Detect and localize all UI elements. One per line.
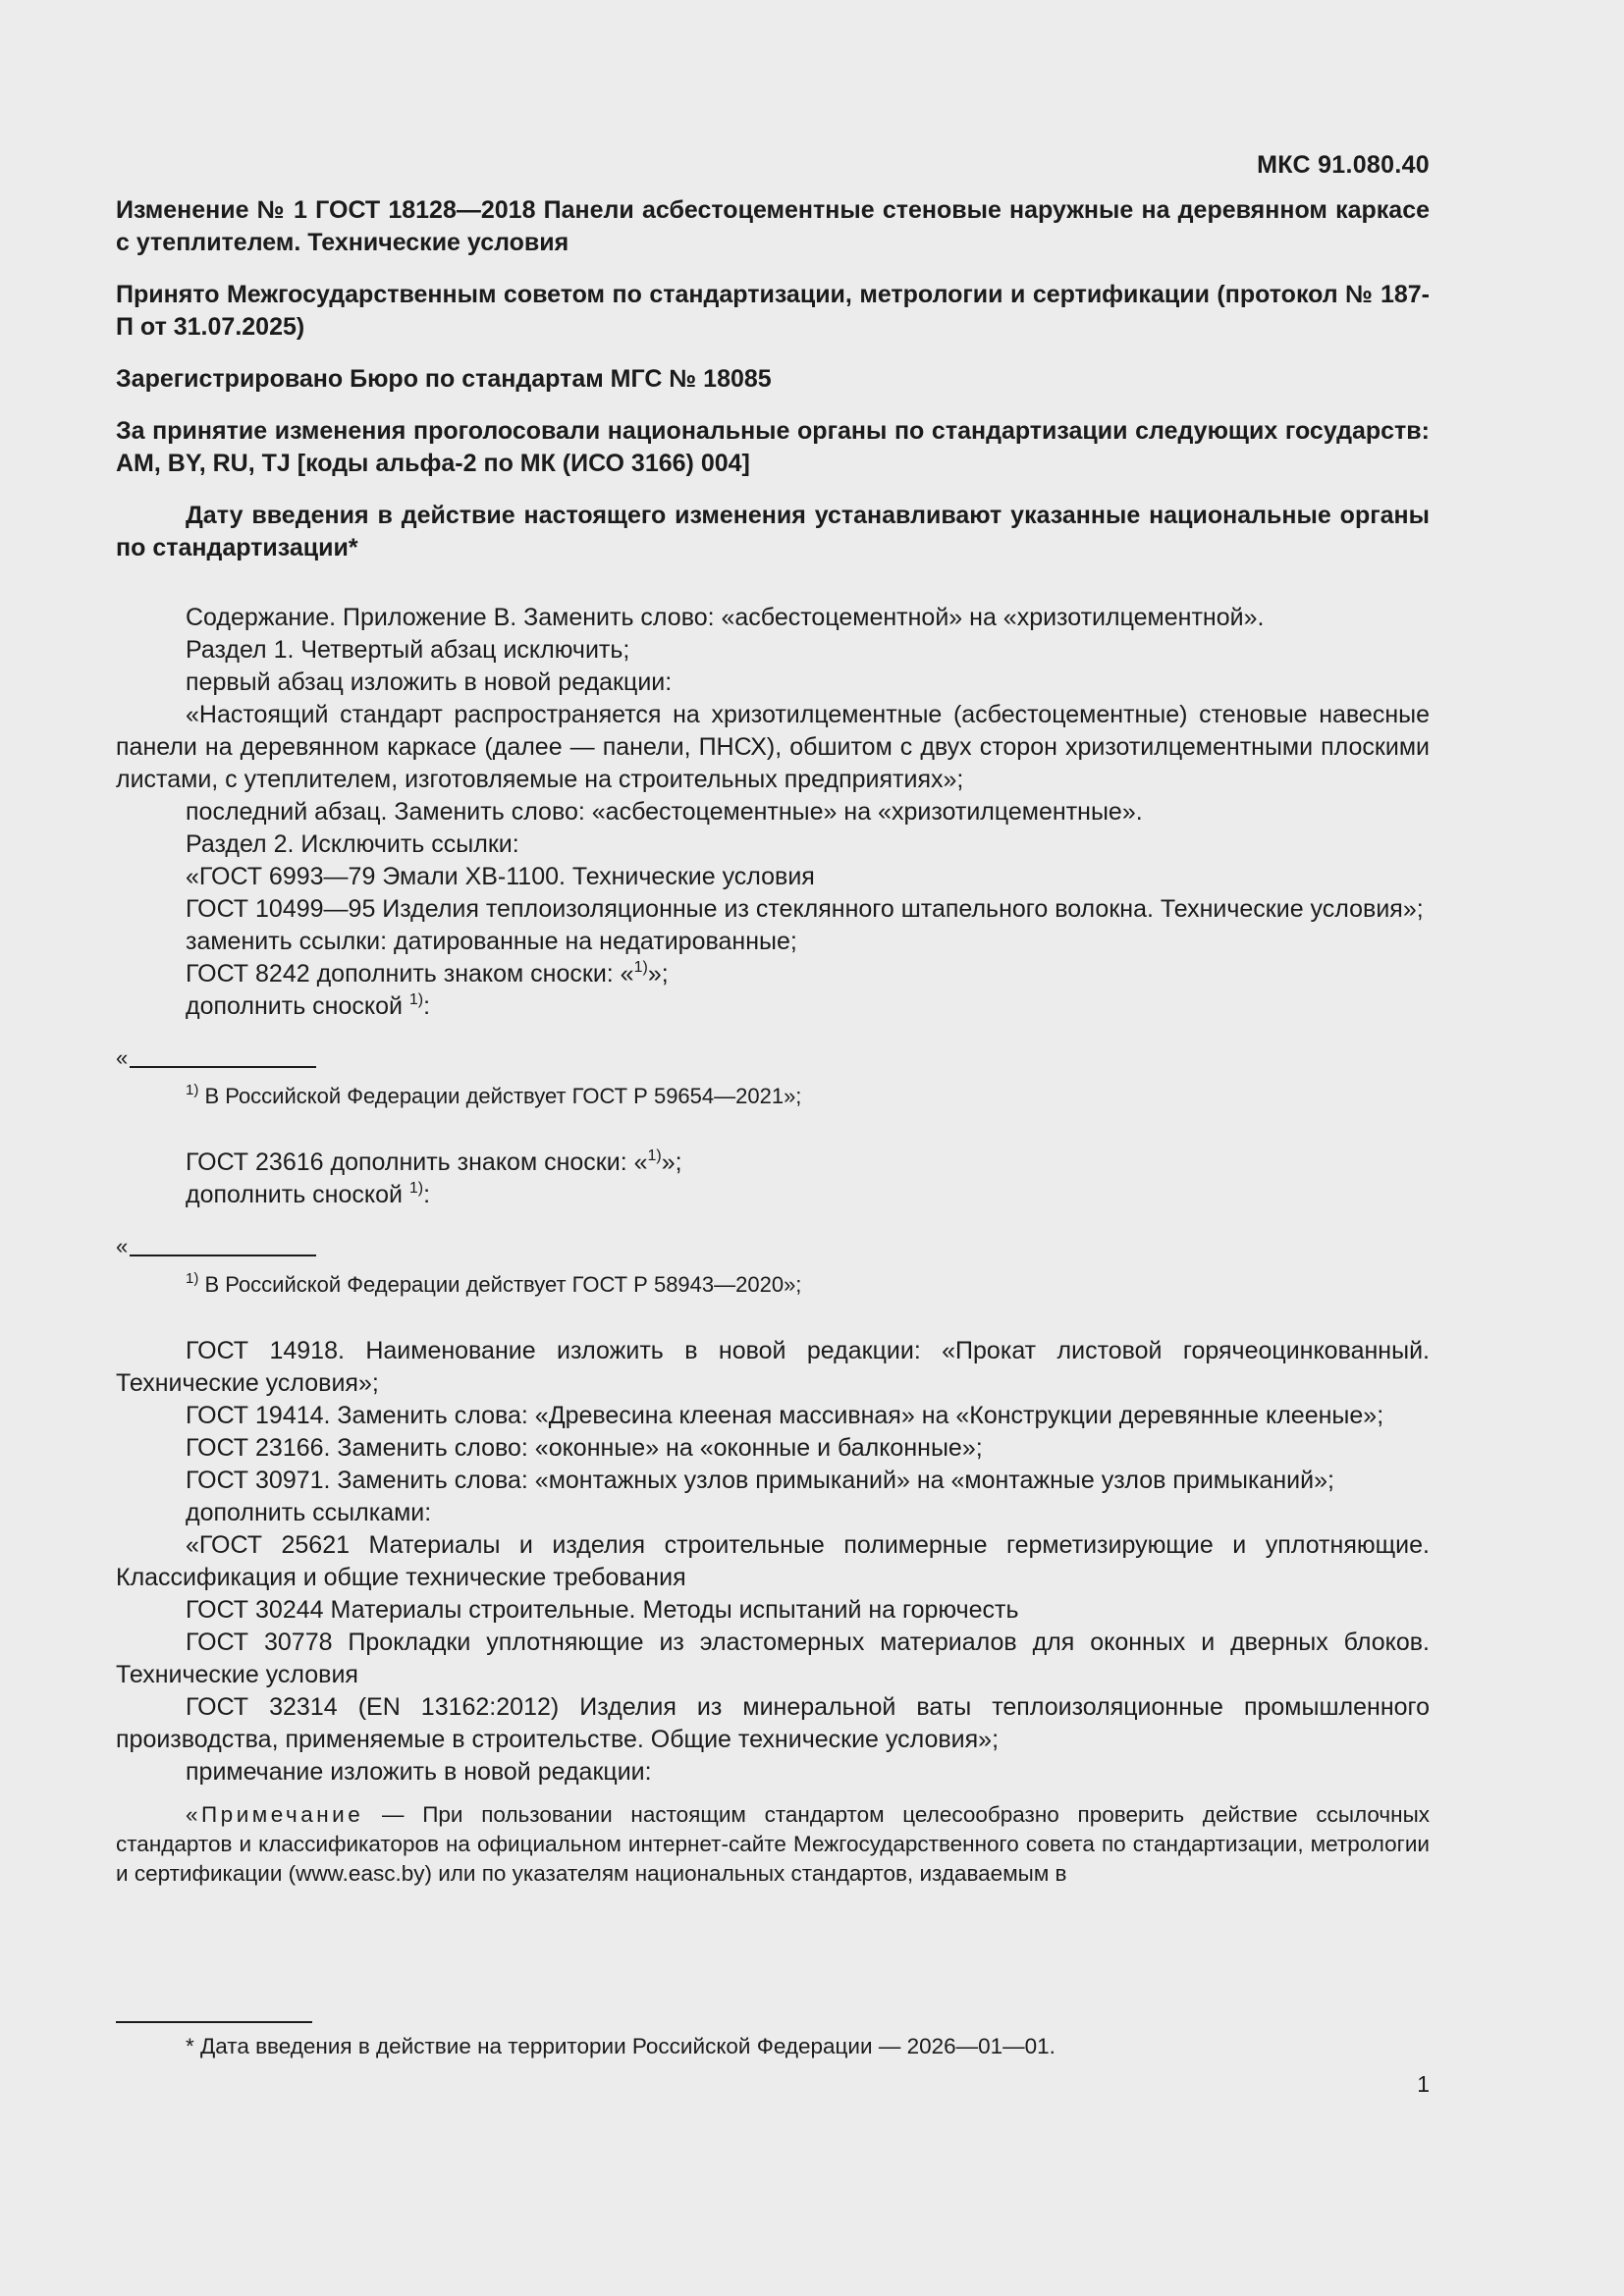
note-paragraph [116, 1800, 1430, 1889]
body-paragraph: ГОСТ 30244 Материалы строительные. Методы испытаний на горючесть [186, 1596, 1019, 1624]
text-fragment: В Российской Федерации действует ГОСТ Р 59654—2021»; [198, 1084, 802, 1108]
body-paragraph: ГОСТ 32314 (EN 13162:2012) Изделия из минеральной ваты теплоизоляционные промышленного производства, применяемые в строительстве. Общие технические условия»; [116, 1693, 1430, 1753]
footnote-rule [130, 1066, 316, 1068]
note-text: — При пользовании настоящим стандартом целесообразно проверить действие ссылочных стандартов и классификаторов на официальном интернет-сайте Межгосударственного совета по стандартизации, метрологии и сертификации (www.easc.by) или по указателям национальных стандартов, издаваемым в [116, 1802, 1430, 1886]
body-paragraph: ГОСТ 19414. Заменить слова: «Древесина клееная массивная» на «Конструкции деревянные клееные»; [186, 1402, 1384, 1429]
footnote-rule-row [116, 1234, 1430, 1262]
footnote-mark: 1) [647, 1148, 662, 1164]
mks-code: МКС 91.080.40 [1257, 151, 1430, 179]
page-footnote-rule [116, 2021, 312, 2023]
registered-statement: Зарегистрировано Бюро по стандартам МГС № 18085 [116, 365, 772, 393]
voted-statement: За принятие изменения проголосовали национальные органы по стандартизации следующих государств: AM, BY, RU, TJ [коды альфа-2 по МК (ИСО 3166) 004] [116, 417, 1430, 477]
body-paragraph [116, 958, 1430, 990]
body-paragraph: ГОСТ 14918. Наименование изложить в новой редакции: «Прокат листовой горячеоцинкованный. Технические условия»; [116, 1337, 1430, 1397]
body-paragraph: «ГОСТ 6993—79 Эмали ХВ-1100. Технические условия [186, 863, 815, 890]
footnote-text [116, 1082, 1430, 1111]
footnote-mark: 1) [633, 959, 648, 976]
body-paragraph: ГОСТ 30778 Прокладки уплотняющие из эластомерных материалов для оконных и дверных блоков. Технические условия [116, 1629, 1430, 1688]
body-paragraph: ГОСТ 10499—95 Изделия теплоизоляционные из стеклянного штапельного волокна. Технические условия»; [186, 895, 1424, 923]
inserted-footnote-1 [116, 1045, 1430, 1111]
body-paragraph: ГОСТ 30971. Заменить слова: «монтажных узлов примыканий» на «монтажные узлов примыканий»; [186, 1467, 1334, 1494]
footnote-rule [130, 1255, 316, 1256]
body-paragraph: дополнить ссылками: [186, 1499, 432, 1526]
body-paragraph: ГОСТ 23166. Заменить слово: «оконные» на «оконные и балконные»; [186, 1434, 983, 1462]
body-paragraph [116, 1179, 1430, 1211]
footnote-mark: 1) [408, 991, 424, 1008]
body-paragraph: «ГОСТ 25621 Материалы и изделия строительные полимерные герметизирующие и уплотняющие. Классификация и общие технические требования [116, 1531, 1430, 1591]
body-paragraph: заменить ссылки: датированные на недатированные; [186, 928, 797, 955]
body-paragraph: Содержание. Приложение В. Заменить слово: «асбестоцементной» на «хризотилцементной». [186, 604, 1265, 631]
effective-date-statement: Дату введения в действие настоящего изменения устанавливают указанные национальные органы по стандартизации* [116, 502, 1430, 561]
footnote-mark: 1) [186, 1082, 199, 1098]
footnote-mark: 1) [186, 1270, 199, 1287]
page-number: 1 [1417, 2071, 1430, 2097]
document-content [116, 149, 1430, 1889]
text-fragment: »; [647, 960, 669, 988]
text-fragment: ГОСТ 8242 дополнить знаком сноски: « [186, 960, 634, 988]
adopted-statement: Принято Межгосударственным советом по стандартизации, метрологии и сертификации (протокол № 187-П от 31.07.2025) [116, 281, 1430, 341]
amendment-title: Изменение № 1 ГОСТ 18128—2018 Панели асбестоцементные стеновые наружные на деревянном каркасе с утеплителем. Технические условия [116, 196, 1430, 256]
text-fragment: дополнить сноской [186, 1181, 409, 1208]
text-fragment: ГОСТ 23616 дополнить знаком сноски: « [186, 1148, 648, 1176]
text-fragment: : [423, 992, 431, 1020]
body-paragraph: Раздел 2. Исключить ссылки: [186, 830, 519, 858]
body-paragraph: первый абзац изложить в новой редакции: [186, 668, 673, 696]
note-label: «Примечание [186, 1802, 364, 1827]
text-fragment: »; [661, 1148, 682, 1176]
amendment-body [116, 602, 1430, 1889]
inserted-footnote-2 [116, 1234, 1430, 1300]
body-paragraph: последний абзац. Заменить слово: «асбестоцементные» на «хризотилцементные». [186, 798, 1143, 826]
footnote-rule-row [116, 1045, 1430, 1074]
footnote-mark: 1) [408, 1180, 424, 1197]
page-footnote: * Дата введения в действие на территории Российской Федерации — 2026—01—01. [186, 2034, 1056, 2058]
body-paragraph: примечание изложить в новой редакции: [186, 1758, 652, 1786]
body-paragraph [116, 1147, 1430, 1179]
body-paragraph [116, 990, 1430, 1023]
text-fragment: дополнить сноской [186, 992, 409, 1020]
text-fragment: : [423, 1181, 431, 1208]
footnote-text [116, 1270, 1430, 1300]
quote-mark: « [116, 1234, 129, 1258]
quote-mark: « [116, 1045, 129, 1070]
body-paragraph: «Настоящий стандарт распространяется на хризотилцементные (асбестоцементные) стеновые навесные панели на деревянном каркасе (далее — панели, ПНСХ), обшитом с двух сторон хризотилцементными плоскими листами, с утеплителем, изготовляемые на строительных предприятиях»; [116, 701, 1430, 793]
body-paragraph: Раздел 1. Четвертый абзац исключить; [186, 636, 630, 664]
text-fragment: В Российской Федерации действует ГОСТ Р 58943—2020»; [198, 1272, 802, 1297]
